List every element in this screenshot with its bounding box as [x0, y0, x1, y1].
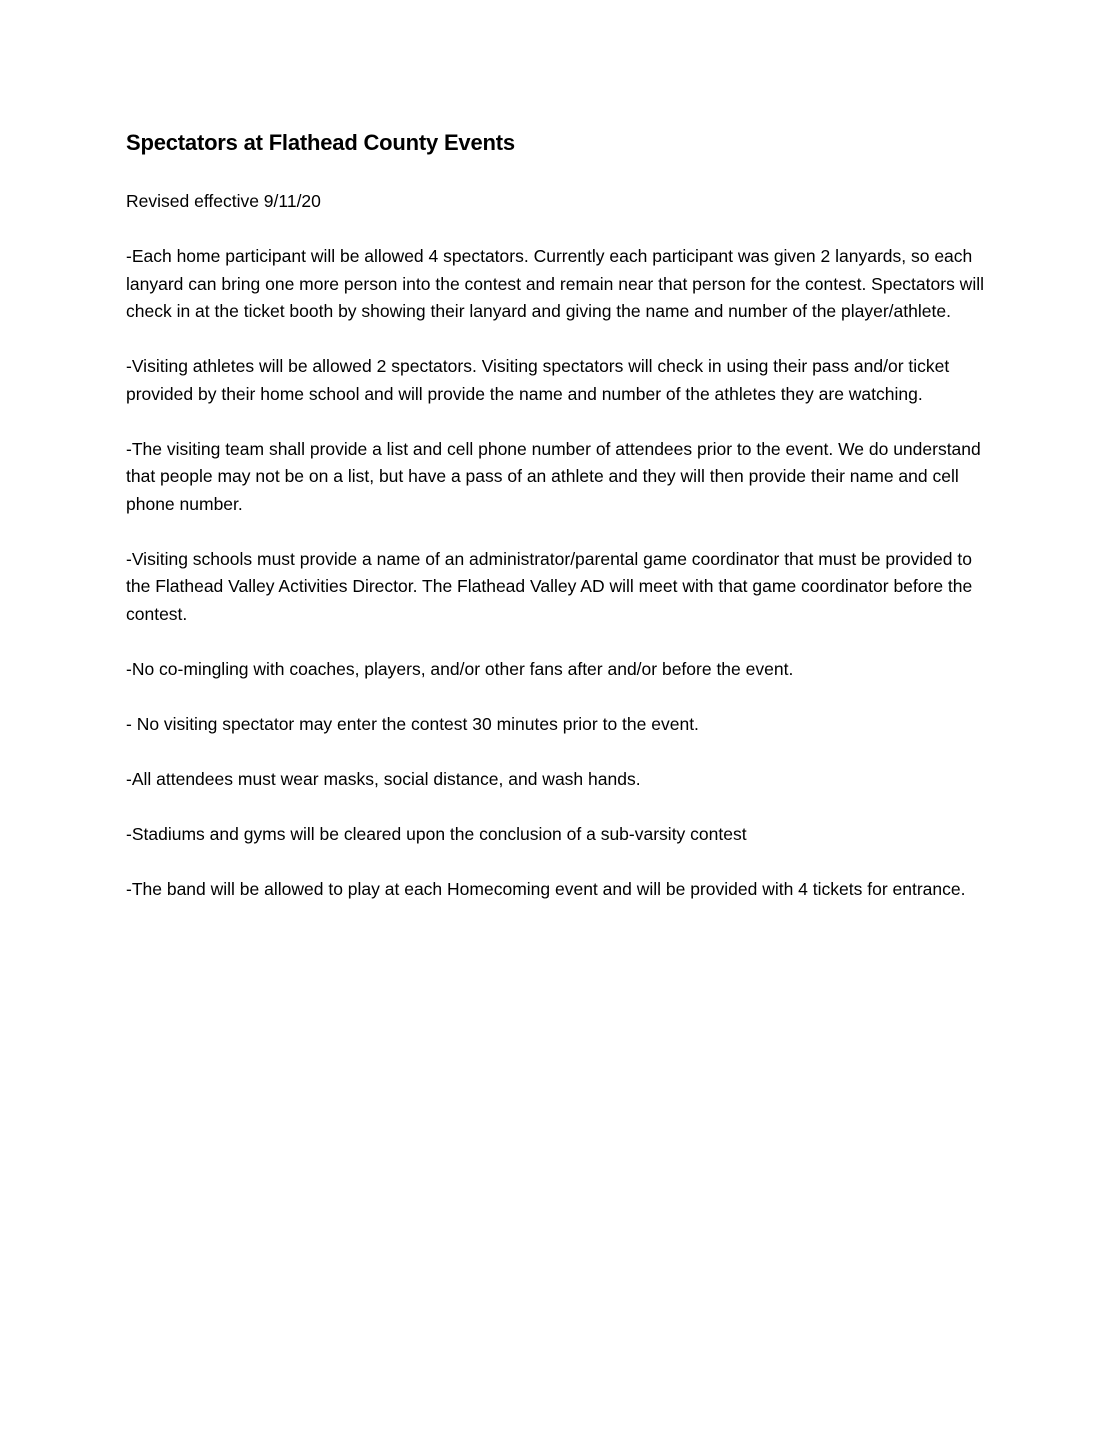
rule-home-spectators: -Each home participant will be allowed 4 spectators. Currently each participant was given 2 lanyards, so each lanyard can bring one more person into the contest and remain near that person for the contest. Spectators will check in at the ticket booth by showing their lanyard and giving the name and number of the player/athlete.	[126, 246, 984, 321]
rule-game-coordinator: -Visiting schools must provide a name of an administrator/parental game coordinator that must be provided to the Flathead Valley Activities Director. The Flathead Valley AD will meet with that game coordinator before the contest.	[126, 548, 973, 624]
rule-entry-time: - No visiting spectator may enter the contest 30 minutes prior to the event.	[126, 713, 699, 734]
rule-visiting-spectators: -Visiting athletes will be allowed 2 spectators. Visiting spectators will check in using their pass and/or ticket provided by their home school and will provide the name and number of the athletes they are watching.	[126, 356, 950, 404]
rule-band: -The band will be allowed to play at each Homecoming event and will be provided with 4 tickets for entrance.	[126, 878, 966, 899]
document-title: Spectators at Flathead County Events	[126, 130, 515, 155]
rule-masks: -All attendees must wear masks, social distance, and wash hands.	[126, 768, 641, 789]
document-body	[126, 128, 986, 931]
revision-date: Revised effective 9/11/20	[126, 191, 321, 211]
rule-attendee-list: -The visiting team shall provide a list and cell phone number of attendees prior to the event. We do understand that people may not be on a list, but have a pass of an athlete and they will then provide their name and cell phone number.	[126, 438, 981, 514]
rule-no-comingling: -No co-mingling with coaches, players, and/or other fans after and/or before the event.	[126, 658, 794, 679]
rule-stadium-clearing: -Stadiums and gyms will be cleared upon the conclusion of a sub-varsity contest	[126, 823, 747, 844]
